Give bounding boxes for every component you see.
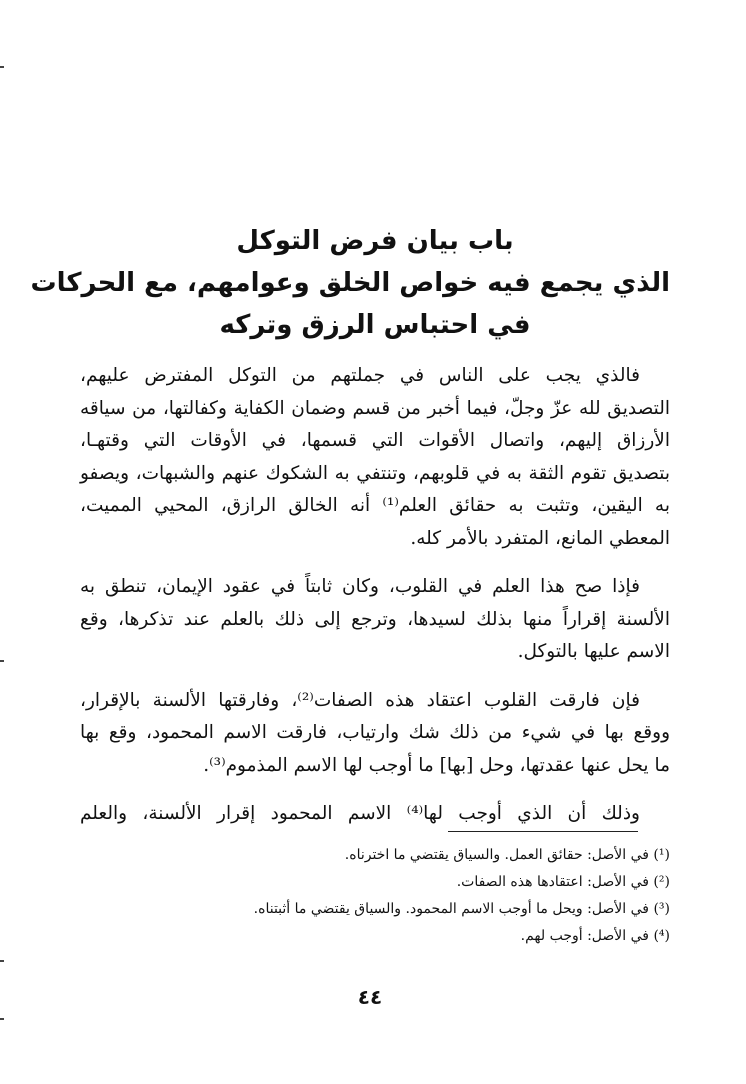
footnote-3: (³) في الأصل: ويحل ما أوجب الاسم المحمود. والسياق يقتضي ما أثبتناه. bbox=[253, 901, 670, 917]
footnotes bbox=[80, 842, 670, 950]
paragraph-line: المعطي المانع، المتفرد بالأمر كله. bbox=[410, 527, 670, 549]
paragraph-2 bbox=[80, 571, 670, 669]
chapter-title bbox=[30, 220, 670, 346]
margin-mark bbox=[0, 660, 4, 662]
paragraph-line: فإذا صح هذا العلم في القلوب، وكان ثابتاً في عقود الإيمان، تنطق به bbox=[80, 576, 640, 597]
paragraph-line: الأرزاق إليهم، واتصال الأقوات التي قسمها، في الأوقات التي وقتهـا، bbox=[80, 430, 670, 451]
margin-mark bbox=[0, 66, 4, 68]
paragraph-line: ما يحل عنها عقدتها، وحل [بها] ما أوجب لها الاسم المذموم⁽³⁾. bbox=[203, 754, 670, 776]
margin-mark bbox=[0, 960, 4, 962]
footnote-4: (⁴) في الأصل: أوجب لهم. bbox=[520, 928, 670, 944]
paragraph-line: وذلك أن الذي أوجب لها⁽⁴⁾ الاسم المحمود إقرار الألسنة، والعلم bbox=[80, 803, 640, 824]
title-line-2: الذي يجمع فيه خواص الخلق وعوامهم، مع الحركات bbox=[30, 268, 670, 298]
title-line-1: باب بيان فرض التوكل bbox=[236, 226, 514, 256]
title-line-3: في احتباس الرزق وتركه bbox=[219, 310, 531, 340]
paragraph-line: الألسنة إقراراً منها بذلك لسيدها، وترجع إلى ذلك بالعلم عند تذكرها، وقع bbox=[80, 608, 670, 630]
page-body bbox=[30, 220, 670, 847]
page-number: ٤٤ bbox=[357, 985, 383, 1009]
paragraph-line: ووقع بها في شيء من ذلك شك وارتياب، فارقت الاسم المحمود، وقع بها bbox=[80, 722, 670, 743]
paragraph-line: بتصديق تقوم الثقة به في قلوبهم، وتنتفي به الشكوك عنهم والشبهات، ويصفو bbox=[80, 462, 670, 484]
paragraph-line: فإن فارقت القلوب اعتقاد هذه الصفات⁽²⁾، وفارقتها الألسنة بالإقرار، bbox=[80, 689, 640, 711]
paragraph-1 bbox=[80, 360, 670, 555]
paragraph-3 bbox=[80, 685, 670, 783]
margin-mark bbox=[0, 1018, 4, 1020]
footnote-1: (¹) في الأصل: حقائق العمل. والسياق يقتضي ما اخترناه. bbox=[344, 847, 670, 863]
paragraph-line: التصديق لله عزّ وجلّ، فيما أخبر من قسم وضمان الكفاية وكفالتها، من سياقه bbox=[80, 397, 670, 419]
paragraph-line: فالذي يجب على الناس في جملتهم من التوكل المفترض عليهم، bbox=[80, 365, 640, 386]
footnote-2: (²) في الأصل: اعتقادها هذه الصفات. bbox=[456, 874, 670, 890]
paragraph-4 bbox=[80, 798, 670, 831]
footnote-separator bbox=[448, 831, 638, 832]
paragraph-line: به اليقين، وتثبت به حقائق العلم⁽¹⁾ أنه الخالق الرازق، المحيي المميت، bbox=[80, 495, 670, 516]
paragraph-line: الاسم عليها بالتوكل. bbox=[517, 641, 670, 662]
